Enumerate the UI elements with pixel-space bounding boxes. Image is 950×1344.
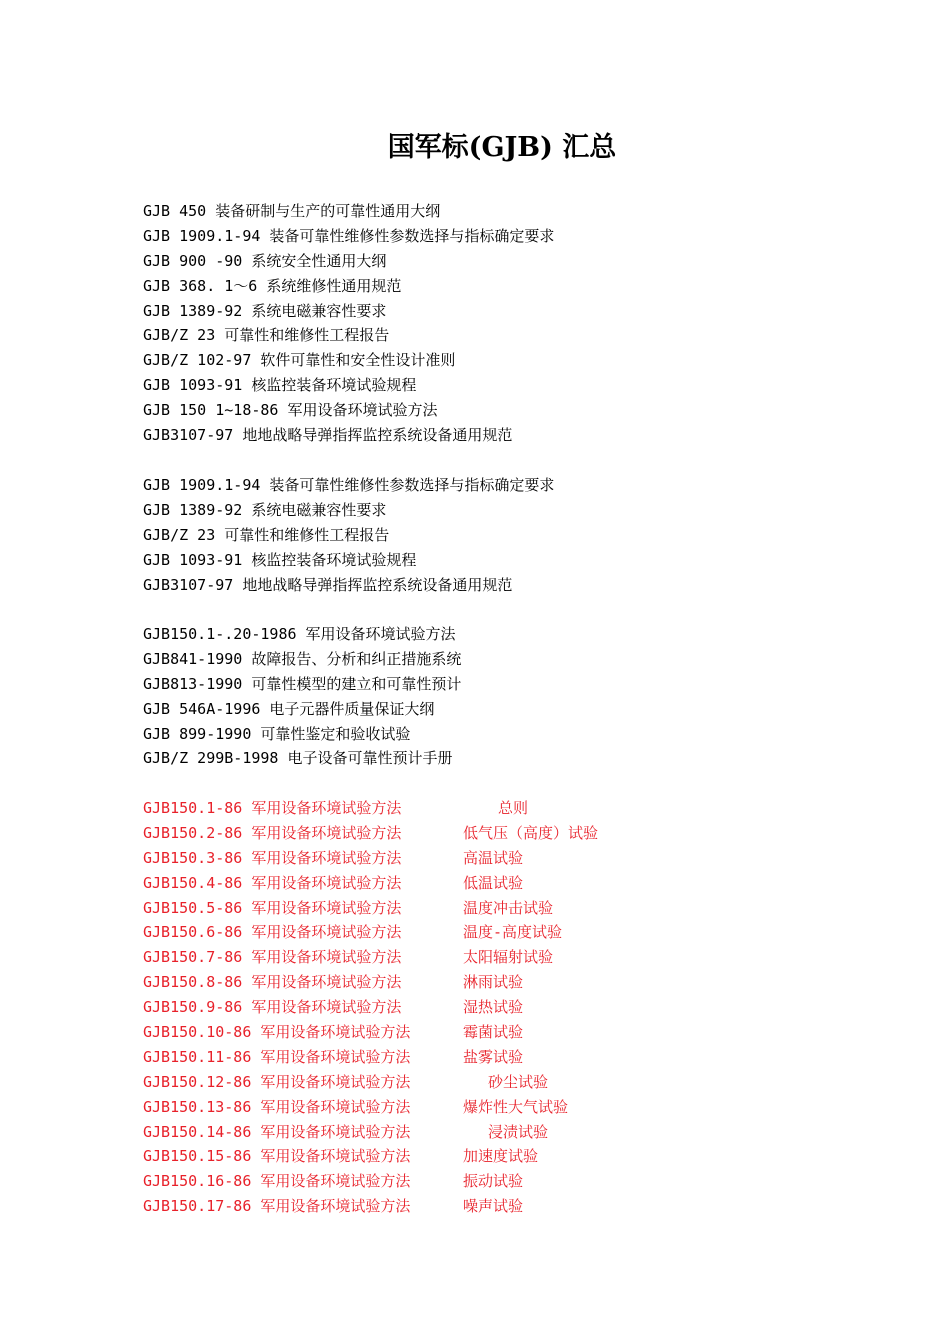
standard-code: GJB150.5-86 军用设备环境试验方法 (143, 898, 402, 917)
standard-code: GJB150.3-86 军用设备环境试验方法 (143, 848, 402, 867)
standard-item: GJB 1909.1-94 装备可靠性维修性参数选择与指标确定要求 (143, 226, 555, 245)
test-method-item (143, 1120, 549, 1145)
test-method-item (143, 1070, 549, 1095)
standard-item: GJB841-1990 故障报告、分析和纠正措施系统 (143, 649, 462, 668)
standard-item: GJB150.1-.20-1986 军用设备环境试验方法 (143, 625, 456, 643)
standard-code: GJB150.17-86 军用设备环境试验方法 (143, 1197, 411, 1216)
test-name: 浸渍试验 (488, 1122, 549, 1141)
standard-item: GJB 150 1~18-86 军用设备环境试验方法 (143, 401, 438, 420)
standard-item: GJB 899-1990 可靠性鉴定和验收试验 (143, 724, 411, 743)
test-method-item (143, 945, 554, 970)
standard-item: GJB/Z 102-97 软件可靠性和安全性设计准则 (143, 351, 456, 370)
standard-item: GJB 1093-91 核监控装备环境试验规程 (143, 376, 417, 395)
standard-item: GJB 1389-92 系统电磁兼容性要求 (143, 500, 387, 519)
test-method-item (143, 1169, 524, 1194)
standard-item: GJB 1909.1-94 装备可靠性维修性参数选择与指标确定要求 (143, 476, 555, 494)
standard-code: GJB150.11-86 军用设备环境试验方法 (143, 1047, 411, 1066)
test-name: 振动试验 (463, 1172, 524, 1191)
test-method-item (143, 920, 563, 945)
test-name: 总则 (498, 799, 529, 817)
test-name: 太阳辐射试验 (463, 948, 554, 967)
test-name: 霉菌试验 (463, 1023, 524, 1042)
standard-code: GJB150.4-86 军用设备环境试验方法 (143, 873, 402, 892)
test-method-item (143, 871, 524, 896)
test-name: 爆炸性大气试验 (463, 1097, 569, 1116)
standards-list-3 (143, 622, 461, 771)
standard-item: GJB3107-97 地地战略导弹指挥监控系统设备通用规范 (143, 426, 513, 445)
test-name: 盐雾试验 (463, 1047, 524, 1066)
test-name: 低温试验 (463, 873, 524, 892)
test-method-item (143, 1045, 524, 1070)
test-name: 低气压（高度）试验 (463, 823, 599, 842)
standard-code: GJB150.1-86 军用设备环境试验方法 (143, 799, 402, 817)
standard-item: GJB813-1990 可靠性模型的建立和可靠性预计 (143, 674, 462, 693)
standard-item: GJB/Z 23 可靠性和维修性工程报告 (143, 326, 390, 345)
test-method-item (143, 970, 524, 995)
standard-code: GJB150.16-86 军用设备环境试验方法 (143, 1172, 411, 1191)
standard-item: GJB/Z 23 可靠性和维修性工程报告 (143, 525, 390, 544)
standard-code: GJB150.15-86 军用设备环境试验方法 (143, 1147, 411, 1166)
standard-code: GJB150.2-86 军用设备环境试验方法 (143, 823, 402, 842)
standard-item: GJB/Z 299B-1998 电子设备可靠性预计手册 (143, 749, 453, 768)
test-method-item (143, 896, 554, 921)
standard-code: GJB150.12-86 军用设备环境试验方法 (143, 1072, 411, 1091)
standards-list-2 (143, 473, 554, 597)
standard-item: GJB 450 装备研制与生产的可靠性通用大纲 (143, 202, 441, 220)
test-method-item (143, 995, 524, 1020)
test-method-item (143, 1020, 524, 1045)
test-method-item (143, 1095, 569, 1120)
test-name: 高温试验 (463, 848, 524, 867)
standard-code: GJB150.7-86 军用设备环境试验方法 (143, 948, 402, 967)
test-method-item (143, 821, 599, 846)
standard-item: GJB 546A-1996 电子元器件质量保证大纲 (143, 699, 435, 718)
test-name: 淋雨试验 (463, 973, 524, 992)
standard-item: GJB 1389-92 系统电磁兼容性要求 (143, 301, 387, 320)
test-method-item (143, 796, 529, 821)
standard-code: GJB150.6-86 军用设备环境试验方法 (143, 923, 402, 942)
standard-code: GJB150.10-86 军用设备环境试验方法 (143, 1023, 411, 1042)
page-title: 国军标(GJB) 汇总 (387, 132, 617, 163)
standard-code: GJB150.9-86 军用设备环境试验方法 (143, 998, 402, 1017)
test-name: 温度冲击试验 (463, 898, 554, 917)
test-method-item (143, 846, 524, 871)
test-name: 温度-高度试验 (463, 923, 563, 942)
standard-code: GJB150.8-86 军用设备环境试验方法 (143, 973, 402, 992)
test-name: 噪声试验 (463, 1197, 524, 1216)
standard-code: GJB150.14-86 军用设备环境试验方法 (143, 1122, 411, 1141)
test-name: 加速度试验 (463, 1147, 539, 1166)
standard-item: GJB 900 -90 系统安全性通用大纲 (143, 251, 387, 270)
standard-code: GJB150.13-86 军用设备环境试验方法 (143, 1097, 411, 1116)
standards-list-1 (143, 199, 554, 448)
test-name: 砂尘试验 (488, 1072, 549, 1091)
test-name: 湿热试验 (463, 998, 524, 1017)
gjb150-test-method-list (143, 796, 599, 1219)
test-method-item (143, 1194, 524, 1219)
standard-item: GJB 368. 1～6 系统维修性通用规范 (143, 276, 402, 295)
standard-item: GJB 1093-91 核监控装备环境试验规程 (143, 550, 417, 569)
test-method-item (143, 1144, 539, 1169)
standard-item: GJB3107-97 地地战略导弹指挥监控系统设备通用规范 (143, 575, 513, 594)
